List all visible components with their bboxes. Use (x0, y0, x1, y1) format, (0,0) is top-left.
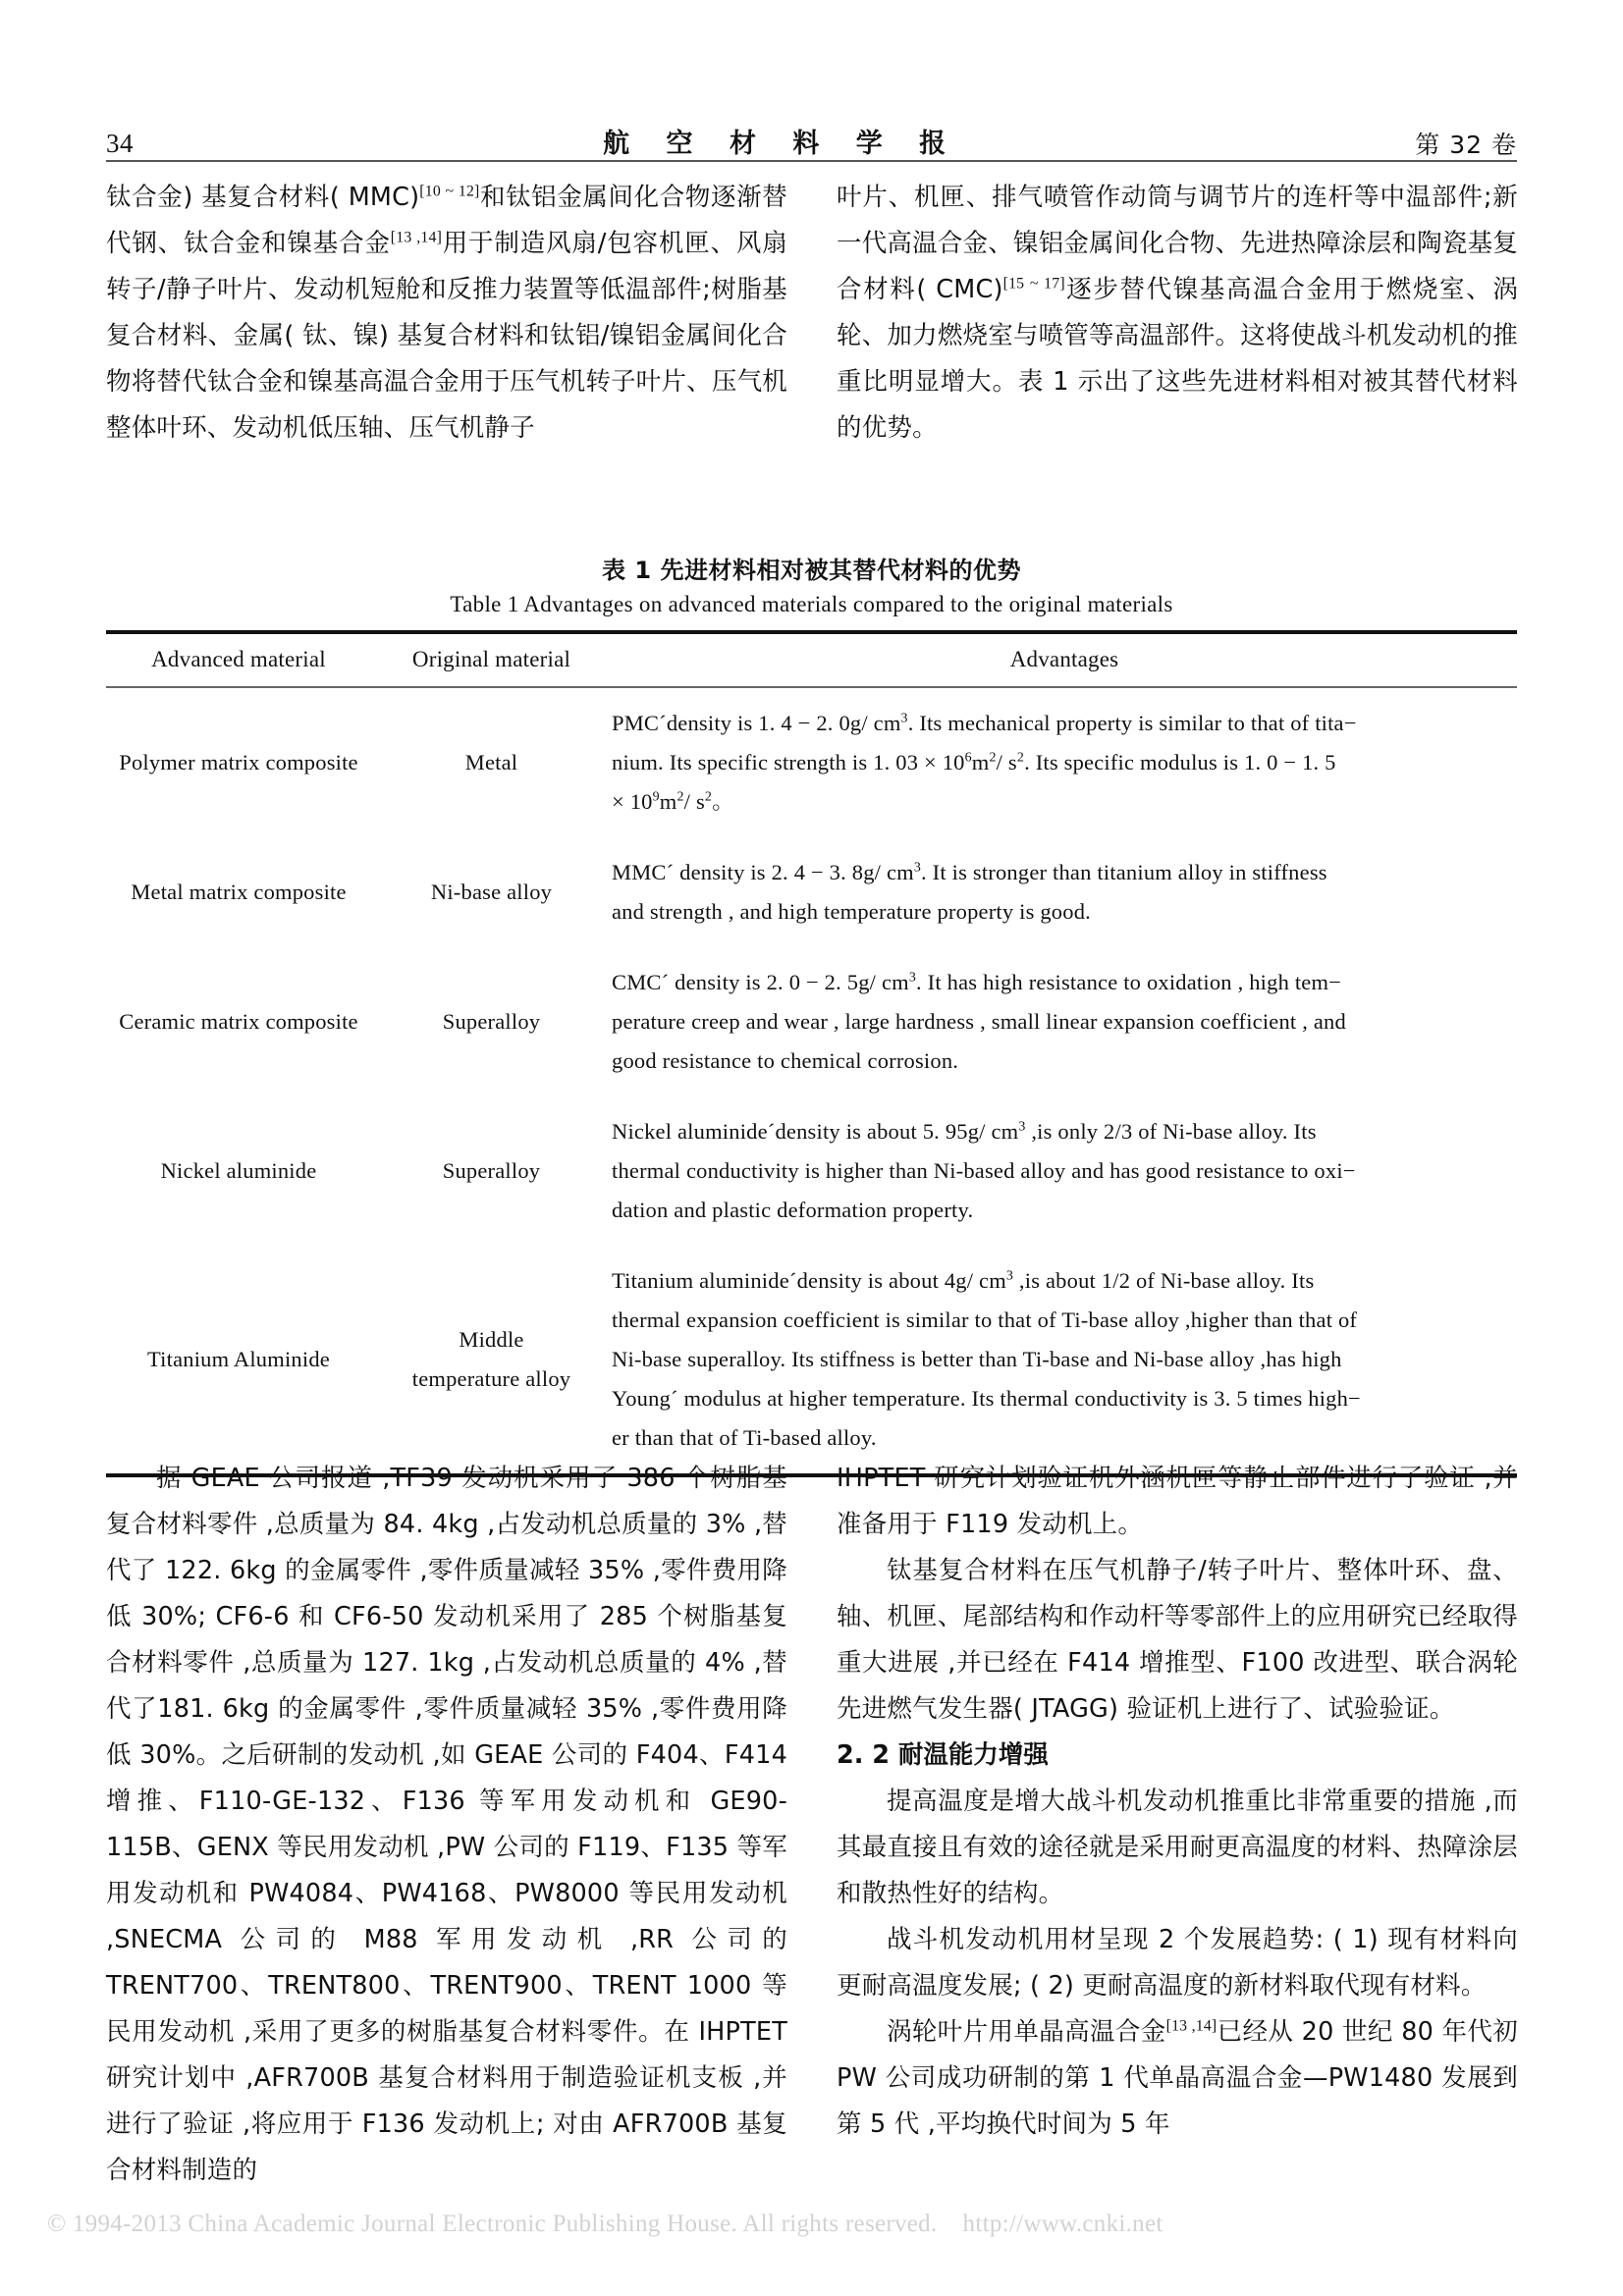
top-columns (106, 175, 1518, 452)
cell-original-material: Middle temperature alloy (411, 1326, 571, 1391)
cell-advanced-material: Metal matrix composite (131, 879, 347, 904)
table-block (106, 554, 1517, 1477)
cnki-url: http://www.cnki.net (962, 2211, 1163, 2237)
table-header-row (106, 632, 1517, 687)
bottom-right-paragraph-2: 钛基复合材料在压气机静子/转子叶片、整体叶环、盘、轴、机匣、尾部结构和作动杆等零部件上的应用研究已经取得重大进展 ,并已经在 F414 增推型、F100 改进型、联合涡轮先进燃气发生器( JTAGG) 验证机上进行了、试验验证。 (837, 1556, 1518, 1724)
table-caption-cn: 表 1 先进材料相对被其替代材料的优势 (602, 557, 1021, 584)
table-row (106, 1246, 1517, 1475)
table-row (106, 1096, 1517, 1246)
table-caption-en: Table 1 Advantages on advanced materials compared to the original materials (450, 592, 1173, 616)
section-heading-2-2: 2. 2 耐温能力增强 (837, 1740, 1049, 1770)
column-header-advantages: Advantages (1009, 647, 1119, 671)
table-row (106, 687, 1517, 837)
column-header-advanced: Advanced material (151, 647, 326, 671)
bottom-right-column (837, 1456, 1518, 2194)
bottom-right-paragraph-1: IHPTET 研究计划验证机外涵机匣等静止部件进行了验证 ,并准备用于 F119 发动机上。 (837, 1464, 1518, 1539)
copyright-notice: © 1994-2013 China Academic Journal Electronic Publishing House. All rights reserved. (47, 2211, 938, 2237)
cell-advantages: Nickel aluminide´density is about 5. 95g/ $cm^3$ ,is only 2/3 of Ni-base alloy. Its thermal conductivity is higher than Ni-based alloy and has good resistance to oxi− dation and plastic deformation property. (612, 1118, 1356, 1222)
cell-advantages: Titanium aluminide´density is about 4g/ $cm^3$ ,is about 1/2 of Ni-base alloy. Its thermal expansion coefficient is similar to that of Ti-base alloy ,higher than that of Ni-base superalloy. Its stiffness is better than Ti-base and Ni-base alloy ,has high Young´ modulus at higher temperature. Its thermal conductivity is 3. 5 times high− er than that of Ti-based alloy. (612, 1267, 1361, 1450)
top-right-paragraph: 叶片、机匣、排气喷管作动筒与调节片的连杆等中温部件;新一代高温合金、镍铝金属间化合物、先进热障涂层和陶瓷基复合材料( CMC)[15 ~ 17]逐步替代镍基高温合金用于燃烧室、涡轮、加力燃烧室与喷管等高温部件。这将使战斗机发动机的推重比明显增大。表 1 示出了这些先进材料相对被其替代材料的优势。 (837, 183, 1518, 443)
table-row (106, 837, 1517, 947)
cell-advantages: PMC´density is 1. 4 − 2. 0g/ $cm^3$. Its mechanical property is similar to that of tita− nium. Its specific strength is 1. $03 \times 10^6m^2/$ $s^2$. Its specific modulus is 1. 0 − 1. 5 × $10^9m^2/$ $s^2$。 (612, 710, 1357, 814)
cell-original-material: Superalloy (442, 1008, 541, 1034)
top-right-column (837, 175, 1518, 452)
cell-advanced-material: Polymer matrix composite (119, 749, 358, 774)
bottom-left-paragraph: 据 GEAE 公司报道 ,TF39 发动机采用了 386 个树脂基复合材料零件 ,总质量为 84. 4kg ,占发动机总质量的 3% ,替代了 122. 6kg 的金属零件 ,零件质量减轻 35% ,零件费用降低 30%; CF6-6 和 CF6-50 发动机采用了 285 个树脂基复合材料零件 ,总质量为 127. 1kg ,占发动机总质量的 4% ,替代了181. 6kg 的金属零件 ,零件质量减轻 35% ,零件费用降低 30%。之后研制的发动机 ,如 GEAE 公司的 F404、F414 增推、F110-GE-132、F136 等军用发动机和 GE90-115B、GENX 等民用发动机 ,PW 公司的 F119、F135 等军用发动机和 PW4084、PW4168、PW8000 等民用发动机 ,SNECMA 公司的 M88 军用发动机 ,RR 公司的 TRENT700、TRENT800、TRENT900、TRENT 1000 等民用发动机 ,采用了更多的树脂基复合材料零件。在 IHPTET 研究计划中 ,AFR700B 基复合材料用于制造验证机支板 ,并进行了验证 ,将应用于 F136 发动机上; 对由 AFR700B 基复合材料制造的 (106, 1464, 787, 2185)
table-row (106, 947, 1517, 1096)
table-head (106, 632, 1517, 687)
cell-original-material: Ni-base alloy (430, 879, 553, 904)
cell-advanced-material: Ceramic matrix composite (119, 1008, 358, 1034)
column-header-original: Original material (411, 647, 571, 671)
header-rule (106, 160, 1517, 162)
advantages-table (106, 630, 1517, 1477)
cell-original-material: Superalloy (442, 1157, 541, 1183)
volume-label: 第 32 卷 (1415, 131, 1517, 159)
cell-advantages: CMC´ density is 2. 0 − 2. 5g/ $cm^3$. It has high resistance to oxidation , high tem− perature creep and wear , large hardness , small linear expansion coefficient , and good resistance to chemical corrosion. (612, 969, 1346, 1073)
page-number: 34 (106, 129, 134, 158)
bottom-right-paragraph-4: 战斗机发动机用材呈现 2 个发展趋势: ( 1) 现有材料向更耐高温度发展; ( 2) 更耐高温度的新材料取代现有材料。 (837, 1925, 1518, 2001)
bottom-left-column (106, 1456, 787, 2194)
bottom-columns (106, 1456, 1518, 2194)
top-left-column (106, 175, 787, 452)
journal-title: 航 空 材 料 学 报 (603, 129, 960, 159)
cell-original-material: Metal (464, 749, 518, 774)
footer (47, 2211, 1579, 2238)
cell-advanced-material: Nickel aluminide (160, 1157, 317, 1183)
top-left-paragraph: 钛合金) 基复合材料( MMC)[10 ~ 12]和钛铝金属间化合物逐渐替代钢、钛合金和镍基合金[13 ,14]用于制造风扇/包容机匣、风扇转子/静子叶片、发动机短舱和反推力装置等低温部件;树脂基复合材料、金属( 钛、镍) 基复合材料和钛铝/镍铝金属间化合物将替代钛合金和镍基高温合金用于压气机转子叶片、压气机整体叶环、发动机低压轴、压气机静子 (106, 183, 787, 443)
cell-advantages: MMC´ density is 2. 4 − 3. 8g/ $cm^3$. It is stronger than titanium alloy in stiffness and strength , and high temperature property is good. (612, 859, 1327, 924)
running-head (106, 106, 1517, 157)
bottom-right-paragraph-3: 提高温度是增大战斗机发动机推重比非常重要的措施 ,而其最直接且有效的途径就是采用耐更高温度的材料、热障涂层和散热性好的结构。 (837, 1787, 1518, 1908)
cell-advanced-material: Titanium Aluminide (147, 1346, 330, 1371)
bottom-right-paragraph-5: 涡轮叶片用单晶高温合金[13 ,14]已经从 20 世纪 80 年代初 PW 公司成功研制的第 1 代单晶高温合金—PW1480 发展到第 5 代 ,平均换代时间为 5 年 (837, 2017, 1518, 2139)
table-body (106, 687, 1517, 1475)
